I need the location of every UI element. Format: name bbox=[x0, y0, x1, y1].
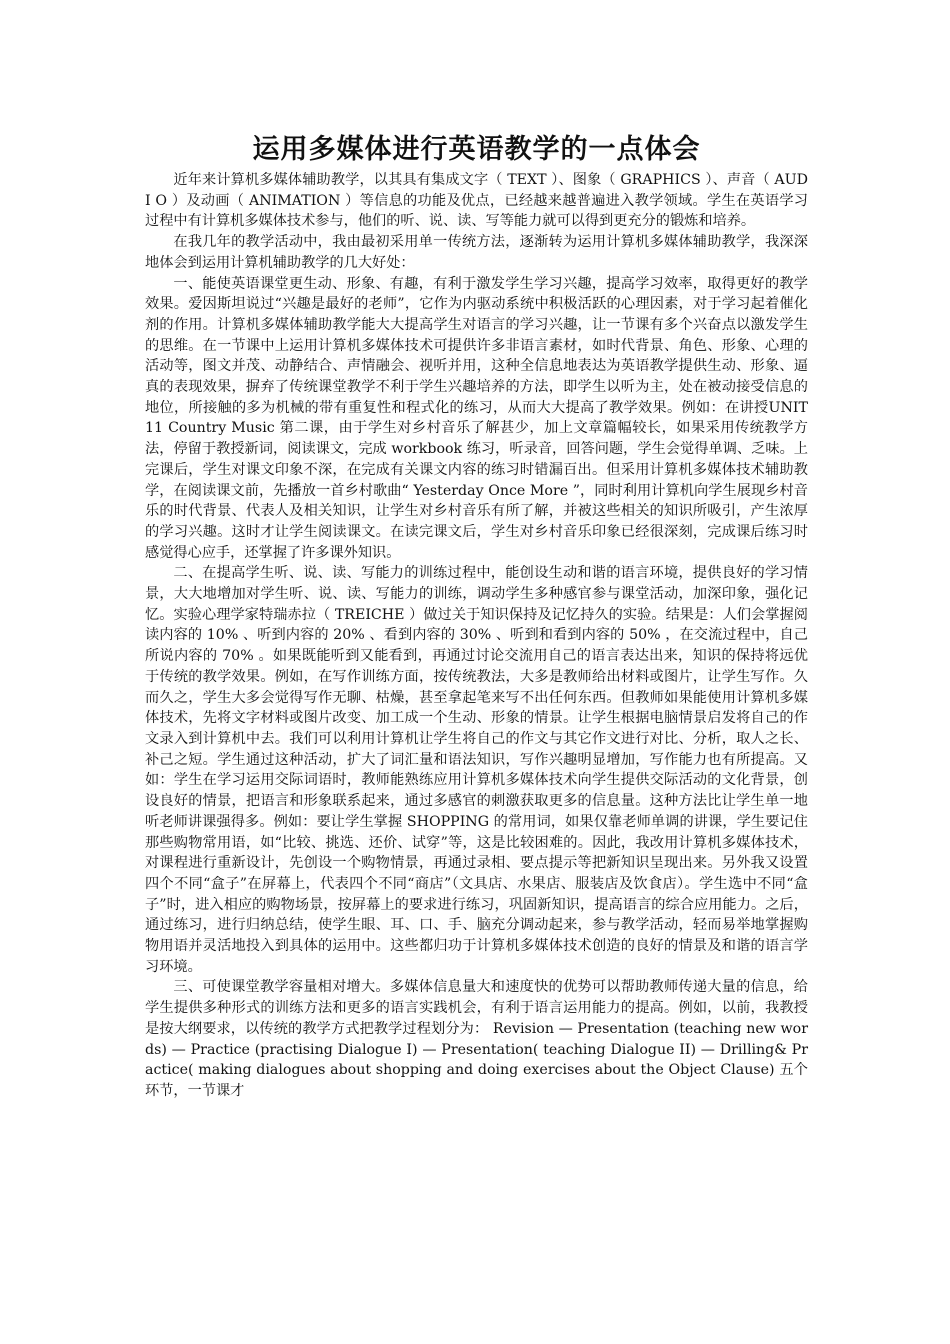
paragraph-point-three: 三、可使课堂教学容量相对增大。多媒体信息量大和速度快的优势可以帮助教师传递大量的信息，给学生提供多种形式的训练方法和更多的语言实践机会，有利于语言运用能力的提高。例如，以前，我教授是按大纲要求，以传统的教学方式把教学过程划分为： Revision — Presentation (teaching new words) — Practice (practising Dialogue I) — Presentation( teaching Dialogue II) — Drilling& Practice( making dialogues about shopping and doing exercises about the Object Clause) 五个环节，一节课才 bbox=[145, 979, 808, 1099]
document-page bbox=[145, 130, 808, 1102]
paragraph-intro: 近年来计算机多媒体辅助教学，以其具有集成文字（ TEXT ）、图象（ GRAPHICS ）、声音（ AUDI O ）及动画（ ANIMATION ）等信息的功能及优点，已经越来越普遍进入教学领域。学生在英语学习过程中有计算机多媒体技术参与，他们的听、说、读、写等能力就可以得到更充分的锻炼和培养。 bbox=[145, 172, 808, 230]
paragraph-experience: 在我几年的教学活动中，我由最初采用单一传统方法，逐渐转为运用计算机多媒体辅助教学，我深深地体会到运用计算机辅助教学的几大好处： bbox=[145, 234, 808, 271]
document-title: 运用多媒体进行英语教学的一点体会 bbox=[252, 134, 701, 165]
paragraph-point-one: 一、能使英语课堂更生动、形象、有趣，有利于激发学生学习兴趣，提高学习效率，取得更好的教学效果。爱因斯坦说过“兴趣是最好的老师”，它作为内驱动系统中积极活跃的心理因素，对于学习起着催化剂的作用。计算机多媒体辅助教学能大大提高学生对语言的学习兴趣，让一节课有多个兴奋点以激发学生的思维。在一节课中上运用计算机多媒体技术可提供许多非语言素材，如时代背景、角色、形象、心理的活动等，图文并茂、动静结合、声情融会、视听并用，这种全信息地表达为英语教学提供生动、形象、逼真的表现效果，摒弃了传统课堂教学不利于学生兴趣培养的方法，即学生以听为主，处在被动接受信息的地位，所接触的多为机械的带有重复性和程式化的练习，从而大大提高了教学效果。例如：在讲授UNIT 11 Country Music 第二课，由于学生对乡村音乐了解甚少，加上文章篇幅较长，如果采用传统教学方法，停留于教授新词，阅读课文，完成 workbook 练习，听录音，回答问题，学生会觉得单调、乏味。上完课后，学生对课文印象不深，在完成有关课文内容的练习时错漏百出。但采用计算机多媒体技术辅助教学，在阅读课文前，先播放一首乡村歌曲“ Yesterday Once More ”，同时利用计算机向学生展现乡村音乐的时代背景、代表人及相关知识，让学生对乡村音乐有所了解，并被这些相关的知识所吸引，产生浓厚的学习兴趣。这时才让学生阅读课文。在读完课文后，学生对乡村音乐印象已经很深刻，完成课后练习时感觉得心应手，还掌握了许多课外知识。 bbox=[145, 275, 808, 561]
paragraph-point-two: 二、在提高学生听、说、读、写能力的训练过程中，能创设生动和谐的语言环境，提供良好的学习情景，大大地增加对学生听、说、读、写能力的训练，调动学生多种感官参与课堂活动，加深印象，强化记忆。实验心理学家特瑞赤拉（ TREICHE ）做过关于知识保持及记忆持久的实验。结果是：人们会掌握阅读内容的 10% 、听到内容的 20% 、看到内容的 30% 、听到和看到内容的 50% ，在交流过程中，自己所说内容的 70% 。如果既能听到又能看到，再通过讨论交流用自己的语言表达出来，知识的保持将远优于传统的教学效果。例如，在写作训练方面，按传统教法，大多是教师给出材料或图片，让学生写作。久而久之，学生大多会觉得写作无聊、枯燥，甚至拿起笔来写不出任何东西。但教师如果能使用计算机多媒体技术，先将文字材料或图片改变、加工成一个生动、形象的情景。让学生根据电脑情景启发将自己的作文录入到计算机中去。我们可以利用计算机让学生将自己的作文与其它作文进行对比、分析，取人之长、补己之短。学生通过这种活动，扩大了词汇量和语法知识，写作兴趣明显增加，写作能力也有所提高。又如：学生在学习运用交际词语时，教师能熟练应用计算机多媒体技术向学生提供交际活动的文化背景，创设良好的情景，把语言和形象联系起来，通过多感官的刺激获取更多的信息量。这种方法比让学生单一地听老师讲课强得多。例如：要让学生掌握 SHOPPING 的常用词，如果仅靠老师单调的讲课，学生要记住那些购物常用语，如“比较、挑选、还价、试穿”等，这是比较困难的。因此，我改用计算机多媒体技术，对课程进行重新设计，先创设一个购物情景，再通过录相、要点提示等把新知识呈现出来。另外我又设置四个不同“盒子”在屏幕上，代表四个不同“商店”（文具店、水果店、服装店及饮食店）。学生选中不同“盒子”时，进入相应的购物场景，按屏幕上的要求进行练习，巩固新知识，提高语言的综合应用能力。之后，通过练习，进行归纳总结，使学生眼、耳、口、手、脑充分调动起来，参与教学活动，轻而易举地掌握购物用语并灵活地投入到具体的运用中。这些都归功于计算机多媒体技术创造的良好的情景及和谐的语言学习环境。 bbox=[145, 565, 808, 975]
